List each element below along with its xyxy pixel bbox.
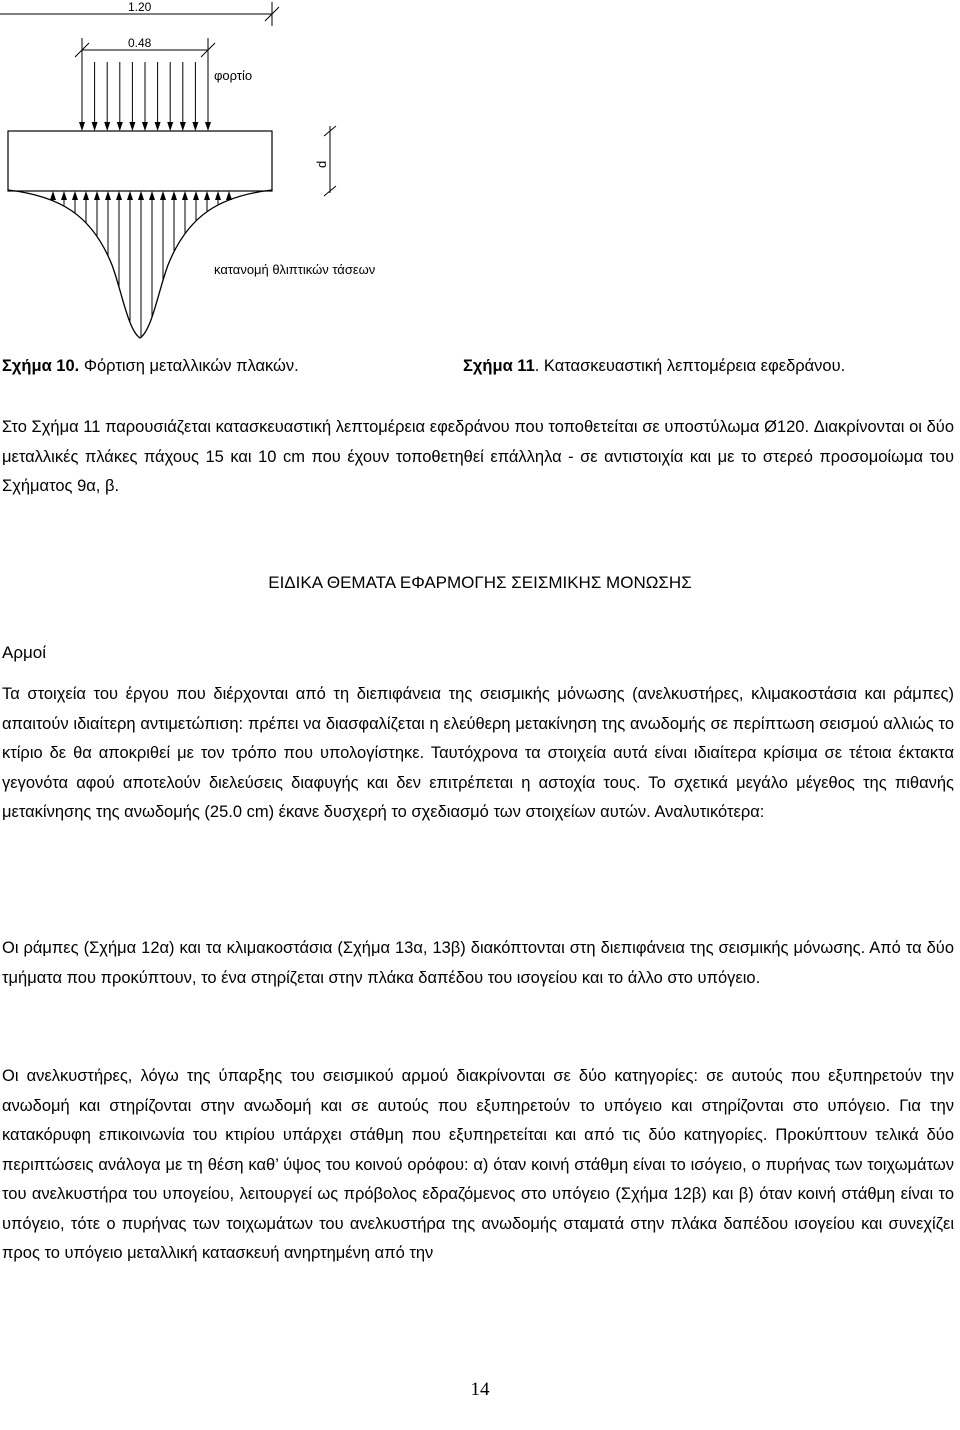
paragraph-joints: Τα στοιχεία του έργου που διέρχονται από τη διεπιφάνεια της σεισμικής μόνωσης (ανελκυστήρες, κλιμακοστάσια και ράμπες) απαιτούν ιδιαίτερη αντιμετώπιση: πρέπει να διασφαλίζεται η ελεύθερη μετακίνηση της ανωδομής σε περίπτωση σεισμού αλλιώς το κτίριο δε θα αποκριθεί με τον τρόπο που υπολογίστηκε. Ταυτόχρονα τα στοιχεία αυτά είναι ιδιαίτερα κρίσιμα σε τέτοια έκτακτα γεγονότα αφού αποτελούν διελεύσεις διαφυγής και δεν επιτρέπεται η αστοχία τους. Το σχετικά μεγάλο μέγεθος της πιθανής μετακίνησης της ανωδομής (25.0 cm) έκανε δυσχερή το σχεδιασμό των στοιχείων αυτών. Αναλυτικότερα: — [2, 685, 954, 821]
stress-arrow — [116, 191, 122, 287]
load-arrow — [79, 62, 85, 131]
load-arrow — [192, 62, 198, 131]
stress-arrow — [138, 191, 144, 338]
dimension-inner-label: 0.48 — [128, 36, 152, 50]
figure-10-caption-prefix: Σχήμα 10. — [2, 357, 80, 375]
stress-arrow — [204, 191, 210, 212]
load-arrow — [205, 62, 211, 131]
steel-plate — [8, 131, 272, 191]
load-label: φορτίο — [214, 68, 253, 83]
stress-arrow — [226, 191, 232, 200]
load-arrow — [117, 62, 123, 131]
figure-10-load-diagram — [0, 0, 960, 360]
stress-label: κατανομή θλιπτικών τάσεων — [214, 262, 376, 277]
load-arrow — [142, 62, 148, 131]
stress-arrow — [50, 191, 56, 201]
stress-arrow — [127, 191, 133, 322]
dimension-outer-label: 1.20 — [128, 0, 152, 14]
subheading-joints: Αρμοί — [2, 643, 47, 662]
figure-10-caption-text: Φόρτιση μεταλλικών πλακών. — [79, 357, 299, 375]
dimension-d-label: d — [314, 160, 329, 168]
load-arrow — [167, 62, 173, 131]
paragraph-ramps-stairs: Οι ράμπες (Σχήμα 12α) και τα κλιμακοστάσια (Σχήμα 13α, 13β) διακόπτονται στη διεπιφάνεια της σεισμικής μόνωσης. Από τα δύο τμήματα που προκύπτουν, το ένα στηρίζεται στην πλάκα δαπέδου του ισογείου και το άλλο στο υπόγειο. — [2, 939, 954, 987]
figure-11-caption — [463, 356, 845, 376]
stress-arrow — [94, 191, 100, 236]
figure-10-caption — [2, 356, 299, 376]
stress-arrow — [193, 191, 199, 221]
paragraph-elevators: Οι ανελκυστήρες, λόγω της ύπαρξης του σεισμικού αρμού διακρίνονται σε δύο κατηγορίες: σε αυτούς που εξυπηρετούν την ανωδομή και στηρίζονται στην ανωδομή και σε αυτούς που εξυπηρετούν το υπόγειο και στηρίζονται στο υπόγειο. Για την κατακόρυφη επικοινωνία του κτιρίου υπάρχει στάθμη που εξυπηρετείται και από τις δύο κατηγορίες. Προκύπτουν τελικά δύο περιπτώσεις ανάλογα με τη θέση καθ’ ύψος του κοινού ορόφου: α) όταν κοινή στάθμη είναι το ισόγειο, ο πυρήνας των τοιχωμάτων του ανελκυστήρα του υπογείου, λειτουργεί ως πρόβολος εδραζόμενος στο υπόγειο (Σχήμα 12β) και β) όταν κοινή στάθμη είναι το υπόγειο, τότε ο πυρήνας των τοιχωμάτων του ανελκυστήρα της ανωδομής σταματά στην πλάκα δαπέδου ισογείου και συνεχίζει προς το υπόγειο μεταλλική κατασκευή ανηρτημένη από την — [2, 1067, 954, 1262]
section-title: ΕΙΔΙΚΑ ΘΕΜΑΤΑ ΕΦΑΡΜΟΓΗΣ ΣΕΙΣΜΙΚΗΣ ΜΟΝΩΣΗΣ — [268, 573, 692, 592]
figure-11-caption-prefix: Σχήμα 11 — [463, 357, 535, 375]
stress-arrow — [105, 191, 111, 256]
stress-arrow — [61, 191, 67, 206]
stress-arrow — [149, 191, 155, 317]
stress-arrow — [72, 191, 78, 213]
load-arrow — [92, 62, 98, 131]
stress-arrow — [182, 191, 188, 234]
load-arrow — [104, 62, 110, 131]
figure-11-caption-text: . Κατασκευαστική λεπτομέρεια εφεδράνου. — [534, 357, 846, 375]
stress-arrow — [83, 191, 89, 223]
stress-arrow — [171, 191, 177, 251]
load-arrow — [155, 62, 161, 131]
load-arrows — [79, 62, 211, 131]
load-arrow — [180, 62, 186, 131]
page-number: 14 — [470, 1379, 490, 1400]
intro-paragraph: Στο Σχήμα 11 παρουσιάζεται κατασκευαστική λεπτομέρεια εφεδράνου που τοποθετείται σε υποστύλωμα Ø120. Διακρίνονται οι δύο μεταλλικές πλάκες πάχους 15 και 10 cm που έχουν τοποθετηθεί επάλληλα - σε αντιστοιχία και με το στερεό προσομοίωμα του Σχήματος 9α, β. — [2, 418, 954, 495]
stress-arrow — [160, 191, 166, 280]
load-arrow — [129, 62, 135, 131]
stress-arrow — [215, 191, 221, 205]
